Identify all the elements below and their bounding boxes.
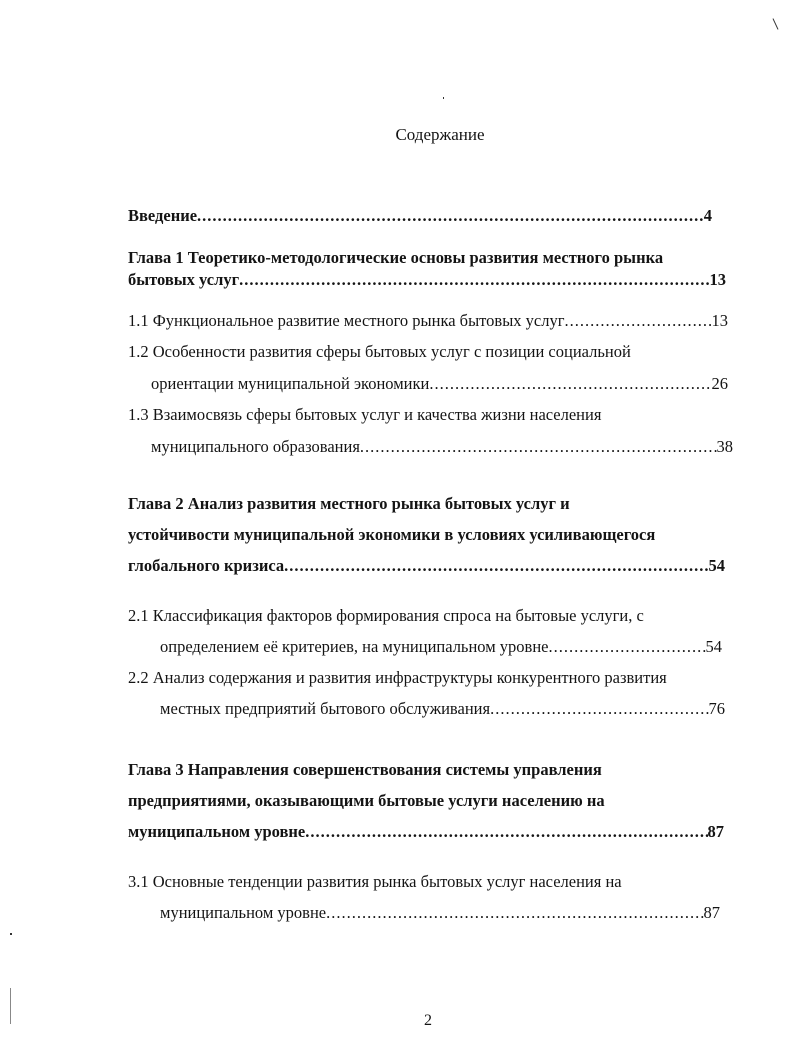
toc-section-1-2-line1: 1.2 Особенности развития сферы бытовых услуг с позиции социальной	[128, 342, 631, 361]
toc-chapter-2: глобального кризиса ..... 54	[128, 556, 725, 576]
toc-section-2-2: местных предприятий бытового обслуживания ..... 76	[160, 699, 725, 719]
leader-dots	[239, 270, 709, 290]
scan-speck	[443, 97, 444, 99]
toc-chapter-3-line2: предприятиями, оказывающими бытовые услуги населению на	[128, 791, 605, 810]
toc-chapter-3: муниципальном уровне ..... 87	[128, 822, 724, 842]
leader-dots	[565, 311, 712, 331]
scan-speck	[773, 18, 779, 29]
toc-title: Содержание	[395, 125, 485, 144]
toc-section-1-2: ориентации муниципальной экономики ..... 26	[151, 374, 728, 394]
leader-dots	[429, 374, 711, 394]
leader-dots	[197, 206, 704, 226]
toc-entry-intro: Введение ..... 4	[128, 206, 712, 226]
toc-section-2-1: определением её критериев, на муниципальном уровне ..... 54	[160, 637, 722, 657]
leader-dots	[548, 637, 705, 657]
scan-speck	[10, 988, 11, 1024]
leader-dots	[490, 699, 708, 719]
toc-section-2-2-line1: 2.2 Анализ содержания и развития инфраструктуры конкурентного развития	[128, 668, 667, 687]
leader-dots	[284, 556, 708, 576]
toc-chapter-1-line1: Глава 1 Теоретико-методологические основы развития местного рынка	[128, 248, 664, 267]
toc-section-3-1: муниципальном уровне ..... 87	[160, 903, 720, 923]
toc-section-2-1-line1: 2.1 Классификация факторов формирования спроса на бытовые услуги, с	[128, 606, 644, 625]
toc-section-1-3: муниципального образования ..... 38	[151, 437, 733, 457]
toc-chapter-1: бытовых услуг ..... 13	[128, 270, 726, 290]
toc-chapter-2-line2: устойчивости муниципальной экономики в условиях усиливающегося	[128, 525, 656, 544]
toc-chapter-2-line1: Глава 2 Анализ развития местного рынка бытовых услуг и	[128, 494, 570, 513]
toc-section-1-3-line1: 1.3 Взаимосвязь сферы бытовых услуг и качества жизни населения	[128, 405, 602, 424]
leader-dots	[305, 822, 707, 842]
page-number: 2	[424, 1012, 432, 1029]
toc-section-3-1-line1: 3.1 Основные тенденции развития рынка бытовых услуг населения на	[128, 872, 622, 891]
toc-chapter-3-line1: Глава 3 Направления совершенствования системы управления	[128, 760, 602, 779]
toc-section-1-1: 1.1 Функциональное развитие местного рынка бытовых услуг ..... 13	[128, 311, 728, 331]
leader-dots	[326, 903, 703, 923]
scan-speck	[10, 933, 12, 935]
leader-dots	[360, 437, 717, 457]
